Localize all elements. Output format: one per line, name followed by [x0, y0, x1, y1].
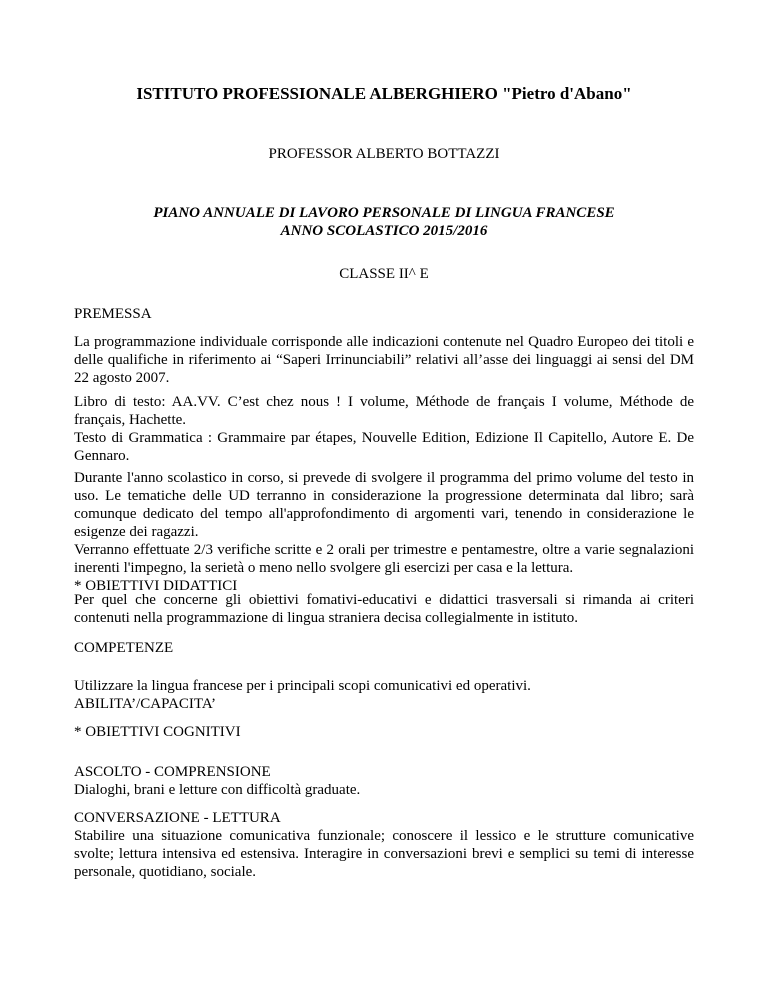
- listening-text: Dialoghi, brani e letture con difficoltà graduate.: [74, 782, 361, 798]
- class-label: CLASSE II^ E: [339, 266, 429, 282]
- cognitive-objectives-heading: * OBIETTIVI COGNITIVI: [74, 724, 241, 740]
- conversation-text: Stabilire una situazione comunicativa funzionale; conoscere il lessico e le strutture comunicative svolte; lettura intensiva ed estensiva. Interagire in conversazioni brevi e semplici su temi di interesse personale, quotidiano, sociale.: [74, 828, 694, 880]
- textbook-block: [74, 393, 694, 465]
- premessa-paragraph: La programmazione individuale corrisponde alle indicazioni contenute nel Quadro Europeo dei titoli e delle qualifiche in riferimento ai “Saperi Irrinunciabili” relativi all’asse dei linguaggi ai sensi del DM 22 agosto 2007.: [74, 334, 694, 386]
- plan-title-line-2: ANNO SCOLASTICO 2015/2016: [280, 223, 488, 239]
- conversation-block: [74, 809, 694, 881]
- competenze-heading: COMPETENZE: [74, 640, 174, 656]
- school-name: ISTITUTO PROFESSIONALE ALBERGHIERO "Pietro d'Abano": [136, 84, 632, 103]
- conversation-heading: CONVERSAZIONE - LETTURA: [74, 810, 281, 826]
- competenze-block: [74, 677, 694, 713]
- transversal-objectives-paragraph: Per quel che concerne gli obiettivi fomativi-educativi e didattici trasversali si rimanda ai criteri contenuti nella programmazione di lingua straniera decisa collegialmente in istituto.: [74, 592, 694, 626]
- competenze-text: Utilizzare la lingua francese per i principali scopi comunicativi ed operativi.: [74, 678, 531, 694]
- programme-block: [74, 469, 694, 595]
- premessa-heading: PREMESSA: [74, 306, 152, 322]
- programme-paragraph: Durante l'anno scolastico in corso, si prevede di svolgere il programma del primo volume del testo in uso. Le tematiche delle UD terranno in considerazione la progressione determinata dal libro; sarà comunque dedicato del tempo all'approfondimento di argomenti vari, tenendo in considerazione le esigenze dei ragazzi.: [74, 470, 694, 540]
- assessment-paragraph: Verranno effettuate 2/3 verifiche scritte e 2 orali per trimestre e pentamestre, oltre a varie segnalazioni inerenti l'impegno, la serietà o meno nello svolgere gli esercizi per casa e la lettura.: [74, 542, 694, 576]
- professor-name: PROFESSOR ALBERTO BOTTAZZI: [268, 146, 500, 162]
- plan-title-line-1: PIANO ANNUALE DI LAVORO PERSONALE DI LINGUA FRANCESE: [153, 205, 615, 221]
- grammar-book-line: Testo di Grammatica : Grammaire par étapes, Nouvelle Edition, Edizione Il Capitello, Autore E. De Gennaro.: [74, 430, 694, 464]
- didactic-objectives-heading: * OBIETTIVI DIDATTICI: [74, 578, 238, 594]
- textbook-line: Libro di testo: AA.VV. C’est chez nous ! I volume, Méthode de français I volume, Méthode de français, Hachette.: [74, 394, 694, 428]
- listening-block: [74, 763, 694, 799]
- abilita-heading: ABILITA’/CAPACITA’: [74, 696, 217, 712]
- listening-heading: ASCOLTO - COMPRENSIONE: [74, 764, 271, 780]
- plan-title: [74, 204, 694, 240]
